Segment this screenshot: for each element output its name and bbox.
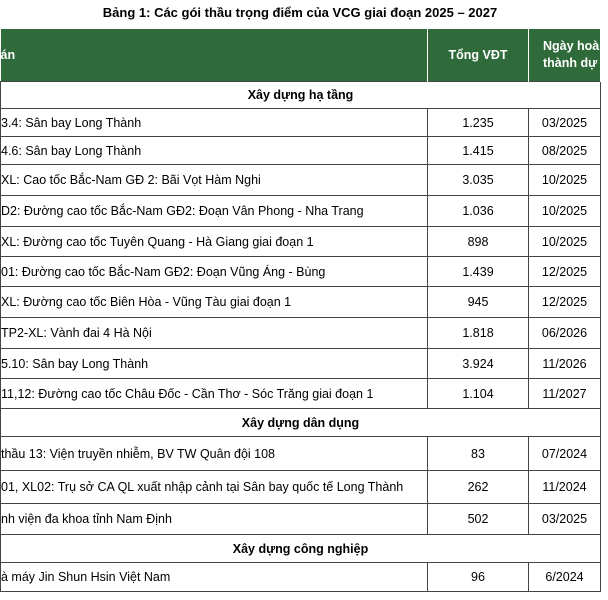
project-name: 4.6: Sân bay Long Thành [1, 137, 428, 165]
header-completion-date [529, 29, 608, 82]
project-name: XL: Đường cao tốc Tuyên Quang - Hà Giang giai đoạn 1 [1, 227, 428, 257]
project-name: 11,12: Đường cao tốc Châu Đốc - Cần Thơ - Sóc Trăng giai đoạn 1 [1, 379, 428, 409]
project-date: 12/2025 [529, 257, 601, 287]
header-project: án [1, 29, 428, 82]
table-row [1, 196, 601, 227]
table-row [1, 227, 601, 257]
project-value: 3.035 [428, 165, 529, 196]
project-date: 03/2025 [529, 109, 601, 137]
project-name: TP2-XL: Vành đai 4 Hà Nội [1, 318, 428, 349]
project-name: nh viện đa khoa tỉnh Nam Định [1, 504, 428, 535]
project-value: 1.104 [428, 379, 529, 409]
table-body [1, 82, 601, 592]
project-date: 11/2024 [529, 471, 601, 504]
table-row [1, 287, 601, 318]
project-value: 3.924 [428, 349, 529, 379]
header-completion-line2: thành dự k [543, 56, 608, 70]
section-title: Xây dựng công nghiệp [1, 535, 601, 563]
table-row [1, 318, 601, 349]
section-row [1, 535, 601, 563]
project-name: 01: Đường cao tốc Bắc-Nam GĐ2: Đoạn Vũng Áng - Bùng [1, 257, 428, 287]
project-date: 10/2025 [529, 227, 601, 257]
section-title: Xây dựng dân dụng [1, 409, 601, 437]
table-row [1, 109, 601, 137]
table-row [1, 471, 601, 504]
project-date: 11/2027 [529, 379, 601, 409]
project-value: 1.415 [428, 137, 529, 165]
table-row [1, 504, 601, 535]
table-row [1, 349, 601, 379]
project-value: 502 [428, 504, 529, 535]
project-date: 12/2025 [529, 287, 601, 318]
project-name: D2: Đường cao tốc Bắc-Nam GĐ2: Đoạn Vân Phong - Nha Trang [1, 196, 428, 227]
project-date: 07/2024 [529, 437, 601, 471]
project-value: 945 [428, 287, 529, 318]
project-value: 262 [428, 471, 529, 504]
table-title: Bảng 1: Các gói thầu trọng điểm của VCG giai đoạn 2025 – 2027 [102, 5, 498, 20]
header-total-investment: Tổng VĐT [428, 29, 529, 82]
project-value: 96 [428, 563, 529, 592]
project-name: à máy Jin Shun Hsin Việt Nam [1, 563, 428, 592]
project-value: 898 [428, 227, 529, 257]
section-row [1, 409, 601, 437]
project-name: 5.10: Sân bay Long Thành [1, 349, 428, 379]
projects-table [0, 29, 608, 592]
project-value: 83 [428, 437, 529, 471]
table-row [1, 563, 601, 592]
project-date: 08/2025 [529, 137, 601, 165]
table-row [1, 137, 601, 165]
project-name: XL: Cao tốc Bắc-Nam GĐ 2: Bãi Vọt Hàm Nghi [1, 165, 428, 196]
project-date: 03/2025 [529, 504, 601, 535]
table-row [1, 257, 601, 287]
header-completion-line1: Ngày hoà [543, 39, 600, 53]
project-value: 1.439 [428, 257, 529, 287]
project-name: 01, XL02: Trụ sở CA QL xuất nhập cảnh tại Sân bay quốc tế Long Thành [1, 471, 428, 504]
project-date: 06/2026 [529, 318, 601, 349]
table-row [1, 437, 601, 471]
table-row [1, 165, 601, 196]
project-date: 11/2026 [529, 349, 601, 379]
project-value: 1.036 [428, 196, 529, 227]
project-name: thầu 13: Viện truyền nhiễm, BV TW Quân đội 108 [1, 437, 428, 471]
project-value: 1.235 [428, 109, 529, 137]
section-row [1, 82, 601, 109]
table-row [1, 379, 601, 409]
project-name: 3.4: Sân bay Long Thành [1, 109, 428, 137]
project-name: XL: Đường cao tốc Biên Hòa - Vũng Tàu giai đoạn 1 [1, 287, 428, 318]
project-date: 10/2025 [529, 196, 601, 227]
project-value: 1.818 [428, 318, 529, 349]
project-date: 10/2025 [529, 165, 601, 196]
header-row [1, 29, 601, 82]
project-date: 6/2024 [529, 563, 601, 592]
section-title: Xây dựng hạ tầng [1, 82, 601, 109]
